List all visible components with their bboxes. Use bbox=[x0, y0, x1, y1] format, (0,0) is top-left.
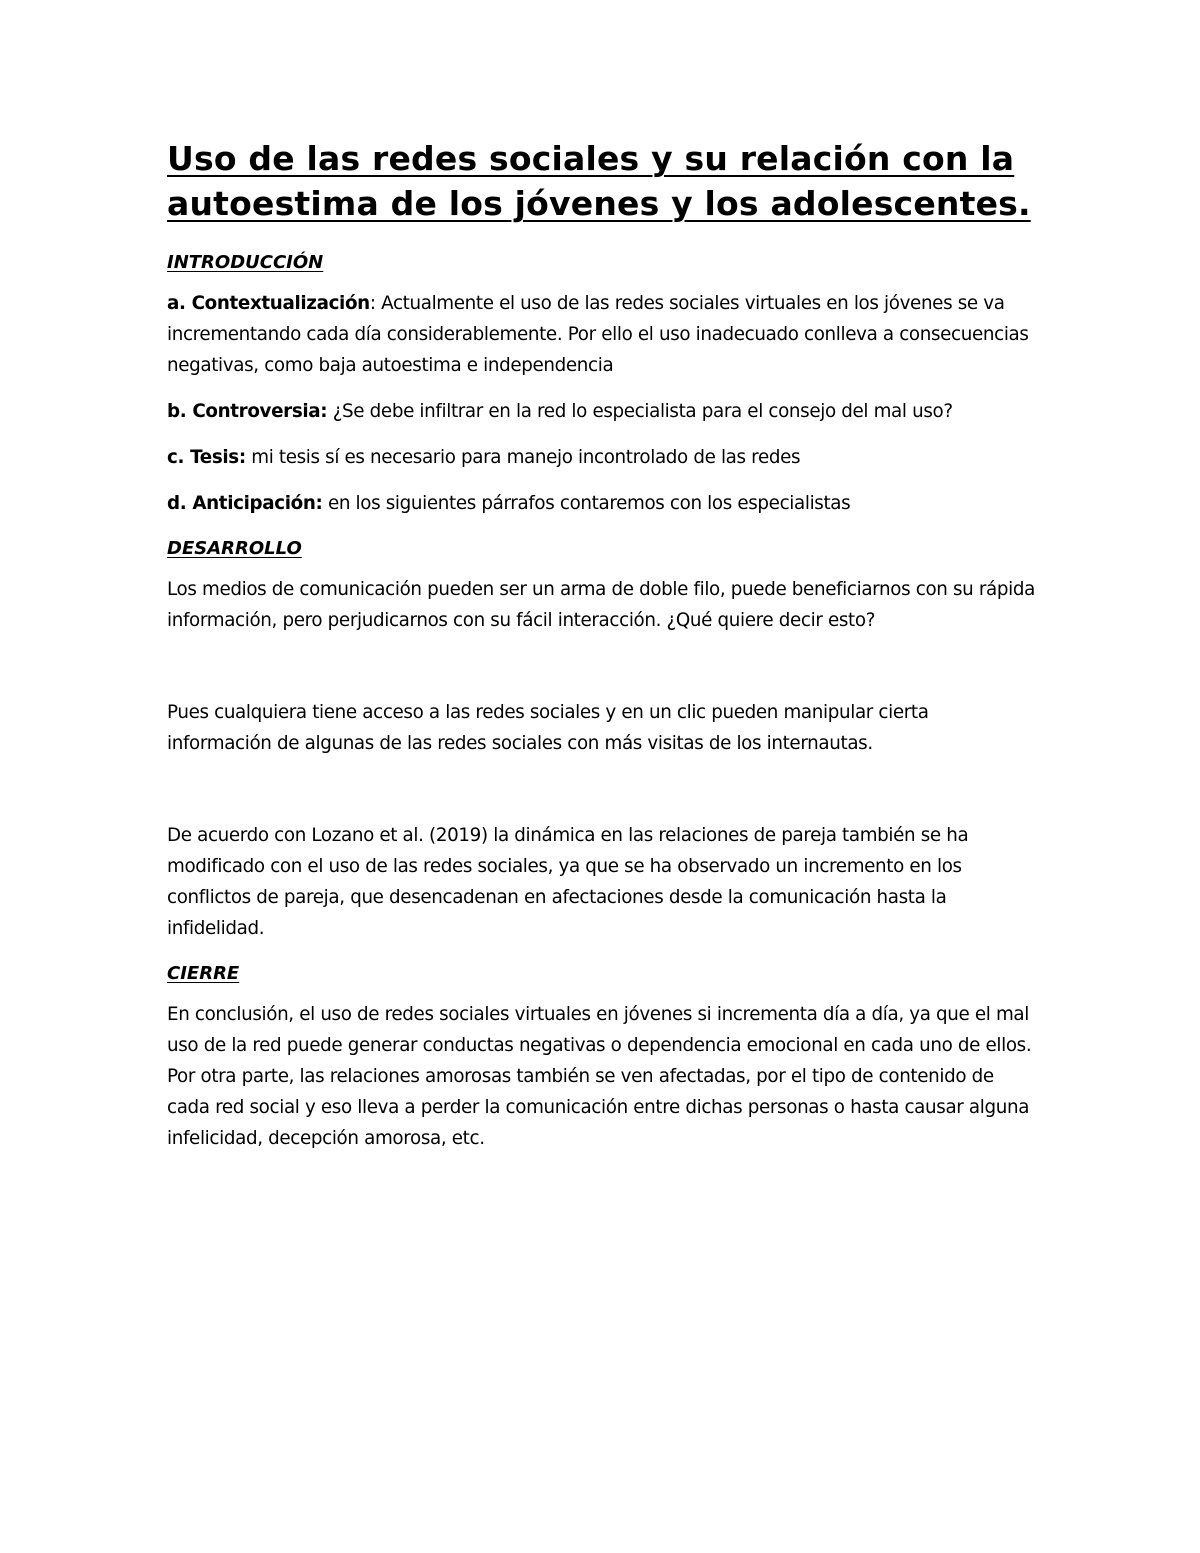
document-title: Uso de las redes sociales y su relación con la autoestima de los jóvenes y los adolescentes. bbox=[167, 139, 1031, 223]
intro-item-label: b. Controversia: bbox=[167, 401, 328, 422]
intro-item-contextualizacion bbox=[167, 288, 1037, 381]
intro-item-text: mi tesis sí es necesario para manejo incontrolado de las redes bbox=[251, 447, 801, 468]
cierre-paragraph: En conclusión, el uso de redes sociales virtuales en jóvenes si incrementa día a día, ya que el mal uso de la red puede generar conductas negativas o dependencia emocional en cada uno de ellos. Por otra parte, las relaciones amorosas también se ven afectadas, por el tipo de contenido de cada red social y eso lleva a perder la comunicación entre dichas personas o hasta causar alguna infelicidad, decepción amorosa, etc. bbox=[167, 1004, 1032, 1149]
desarrollo-paragraph: Pues cualquiera tiene acceso a las redes sociales y en un clic pueden manipular cierta información de algunas de las redes sociales con más visitas de los internautas. bbox=[167, 702, 929, 754]
section-heading-desarrollo: DESARROLLO bbox=[167, 538, 302, 559]
document-body bbox=[167, 136, 1037, 1154]
section-heading-introduccion: INTRODUCCIÓN bbox=[167, 252, 324, 273]
section-heading-cierre: CIERRE bbox=[167, 963, 240, 984]
intro-item-separator: : bbox=[369, 293, 382, 314]
intro-item-controversia bbox=[167, 396, 1037, 427]
intro-item-label: a. Contextualización bbox=[167, 293, 370, 314]
intro-item-text: ¿Se debe infiltrar en la red lo especialista para el consejo del mal uso? bbox=[332, 401, 953, 422]
blank-line bbox=[167, 651, 1037, 682]
intro-item-text: Actualmente el uso de las redes sociales virtuales en los jóvenes se va incrementando cada día considerablemente. Por ello el uso inadecuado conlleva a consecuencias negativas, como baja autoestima e independencia bbox=[167, 293, 1029, 376]
intro-item-anticipacion bbox=[167, 488, 1037, 519]
intro-item-label: c. Tesis: bbox=[167, 447, 246, 468]
desarrollo-paragraph: Los medios de comunicación pueden ser un arma de doble filo, puede beneficiarnos con su rápida información, pero perjudicarnos con su fácil interacción. ¿Qué quiere decir esto? bbox=[167, 579, 1035, 631]
intro-item-tesis bbox=[167, 442, 1037, 473]
desarrollo-paragraph: De acuerdo con Lozano et al. (2019) la dinámica en las relaciones de pareja también se ha modificado con el uso de las redes sociales, ya que se ha observado un incremento en los conflictos de pareja, que desencadenan en afectaciones desde la comunicación hasta la infidelidad. bbox=[167, 825, 969, 939]
blank-line bbox=[167, 774, 1037, 805]
intro-item-label: d. Anticipación: bbox=[167, 493, 323, 514]
intro-item-text: en los siguientes párrafos contaremos con los especialistas bbox=[327, 493, 851, 514]
